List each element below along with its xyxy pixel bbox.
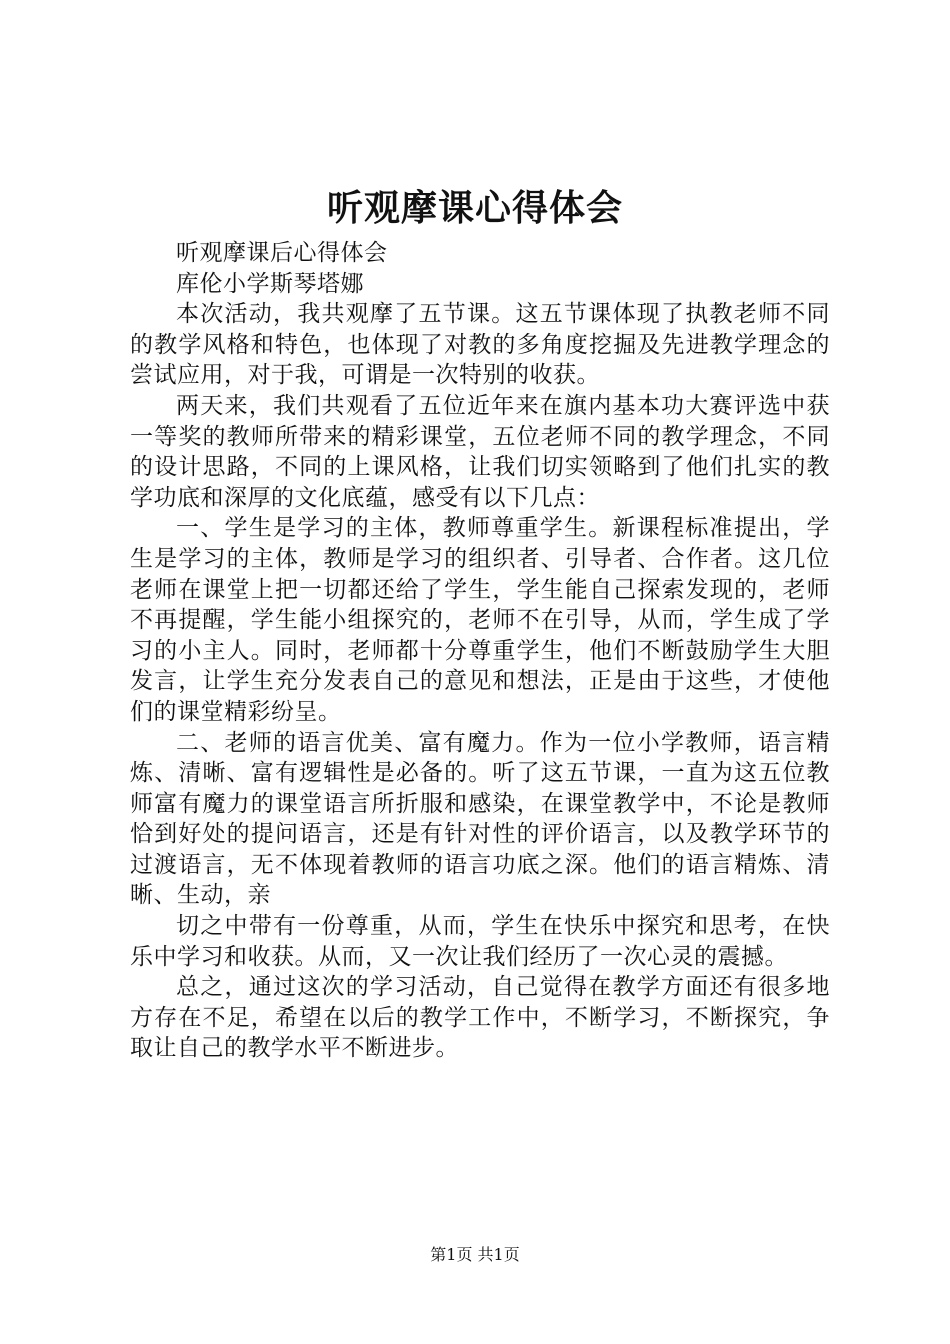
body-paragraph: 二、老师的语言优美、富有魔力。作为一位小学教师，语言精炼、清晰、富有逻辑性是必备的。听了这五节课，一直为这五位教师富有魔力的课堂语言所折服和感染，在课堂教学中，不论是教师恰到好处的提问语言，还是有针对性的评价语言，以及教学环节的过渡语言，无不体现着教师的语言功底之深。他们的语言精炼、清晰、生动，亲 bbox=[130, 729, 830, 909]
body-paragraph: 一、学生是学习的主体，教师尊重学生。新课程标准提出，学生是学习的主体，教师是学习的组织者、引导者、合作者。这几位老师在课堂上把一切都还给了学生，学生能自己探索发现的，老师不再提醒，学生能小组探究的，老师不在引导，从而，学生成了学习的小主人。同时，老师都十分尊重学生，他们不断鼓励学生大胆发言，让学生充分发表自己的意见和想法，正是由于这些，才使他们的课堂精彩纷呈。 bbox=[130, 515, 830, 725]
body-paragraph: 本次活动，我共观摩了五节课。这五节课体现了执教老师不同的教学风格和特色，也体现了对教的多角度挖掘及先进教学理念的尝试应用，对于我，可谓是一次特别的收获。 bbox=[130, 301, 830, 389]
author-paragraph: 库伦小学斯琴塔娜 bbox=[176, 270, 364, 297]
document-body bbox=[130, 238, 830, 1064]
body-paragraph: 两天来，我们共观看了五位近年来在旗内基本功大赛评选中获一等奖的教师所带来的精彩课堂，五位老师不同的教学理念，不同的设计思路，不同的上课风格，让我们切实领略到了他们扎实的教学功底和深厚的文化底蕴，感受有以下几点： bbox=[130, 392, 830, 511]
page-footer: 第1页 共1页 bbox=[430, 1245, 520, 1264]
subtitle-paragraph: 听观摩课后心得体会 bbox=[176, 240, 388, 266]
document-title: 听观摩课心得体会 bbox=[326, 187, 623, 229]
body-paragraph: 切之中带有一份尊重，从而，学生在快乐中探究和思考，在快乐中学习和收获。从而，又一次让我们经历了一次心灵的震撼。 bbox=[130, 913, 830, 970]
body-paragraph: 总之，通过这次的学习活动，自己觉得在教学方面还有很多地方存在不足，希望在以后的教学工作中，不断学习，不断探究，争取让自己的教学水平不断进步。 bbox=[130, 974, 830, 1062]
